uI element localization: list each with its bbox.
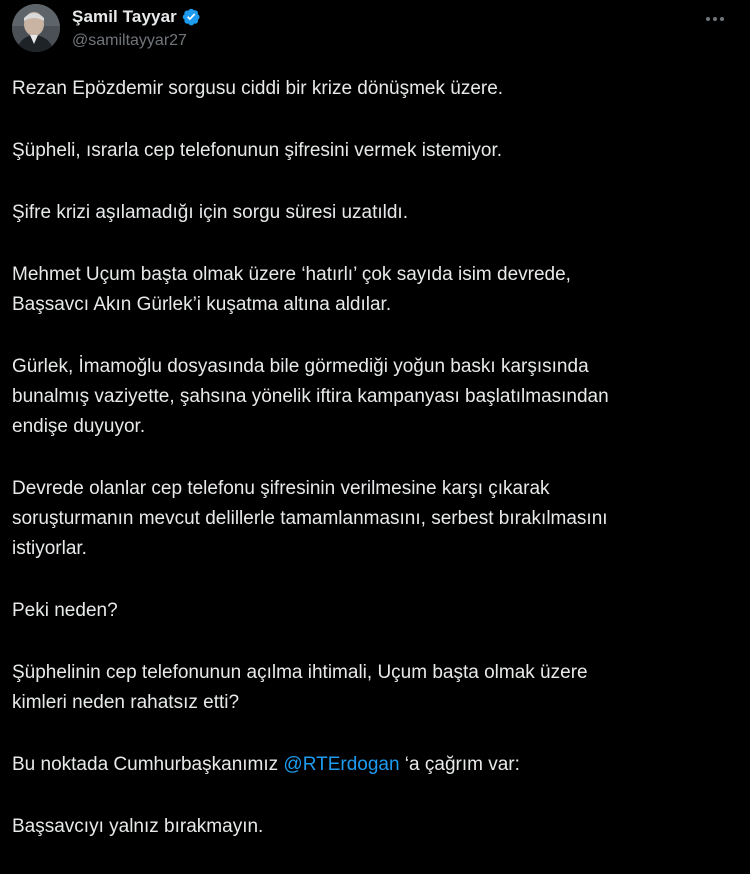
author-display-name[interactable]: Şamil Tayyar xyxy=(72,7,177,26)
tweet-paragraph: Şifre krizi aşılamadığı için sorgu süresi uzatıldı. xyxy=(12,202,408,223)
avatar-icon[interactable] xyxy=(12,4,60,52)
tweet-line: Gürlek, İmamoğlu dosyasında bile görmediği yoğun baskı karşısında xyxy=(12,356,589,377)
more-horizontal-icon xyxy=(706,17,710,21)
tweet-line: istiyorlar. xyxy=(12,538,87,559)
author-handle[interactable]: @samiltayyar27 xyxy=(72,32,187,49)
more-options-button[interactable] xyxy=(700,6,730,32)
tweet-paragraph: Rezan Epözdemir sorgusu ciddi bir krize dönüşmek üzere. xyxy=(12,78,504,99)
more-horizontal-icon xyxy=(720,17,724,21)
tweet-line: Devrede olanlar cep telefonu şifresinin verilmesine karşı çıkarak xyxy=(12,478,550,499)
tweet-text xyxy=(12,74,738,874)
tweet-paragraph: Peki neden? xyxy=(12,600,118,621)
tweet-paragraph: Şüpheli, ısrarla cep telefonunun şifresini vermek istemiyor. xyxy=(12,140,503,161)
author-info xyxy=(72,6,201,50)
tweet-line: Başsavcı Akın Gürlek’i kuşatma altına aldılar. xyxy=(12,294,392,315)
tweet-text-segment: ‘a çağrım var: xyxy=(399,754,520,775)
tweet-header xyxy=(12,4,738,56)
tweet-line: Şüphelinin cep telefonunun açılma ihtimali, Uçum başta olmak üzere xyxy=(12,662,588,683)
tweet-line: bunalmış vaziyette, şahsına yönelik iftira kampanyası başlatılmasından xyxy=(12,386,609,407)
verified-badge-icon[interactable] xyxy=(181,7,201,27)
tweet-paragraph xyxy=(12,658,738,718)
tweet-line: kimleri neden rahatsız etti? xyxy=(12,692,240,713)
more-horizontal-icon xyxy=(713,17,717,21)
tweet-paragraph xyxy=(12,260,738,320)
tweet-paragraph: Başsavcıyı yalnız bırakmayın. xyxy=(12,816,264,837)
tweet-line: soruşturmanın mevcut delillerle tamamlanmasını, serbest bırakılmasını xyxy=(12,508,608,529)
author-name-row xyxy=(72,6,201,28)
tweet-line: Mehmet Uçum başta olmak üzere ‘hatırlı’ çok sayıda isim devrede, xyxy=(12,264,571,285)
tweet-paragraph xyxy=(12,474,738,564)
tweet-line: endişe duyuyor. xyxy=(12,416,146,437)
tweet-paragraph xyxy=(12,750,738,780)
mention-link[interactable]: @RTErdogan xyxy=(283,754,400,775)
tweet-paragraph xyxy=(12,352,738,442)
tweet-text-segment: Bu noktada Cumhurbaşkanımız xyxy=(12,754,284,775)
